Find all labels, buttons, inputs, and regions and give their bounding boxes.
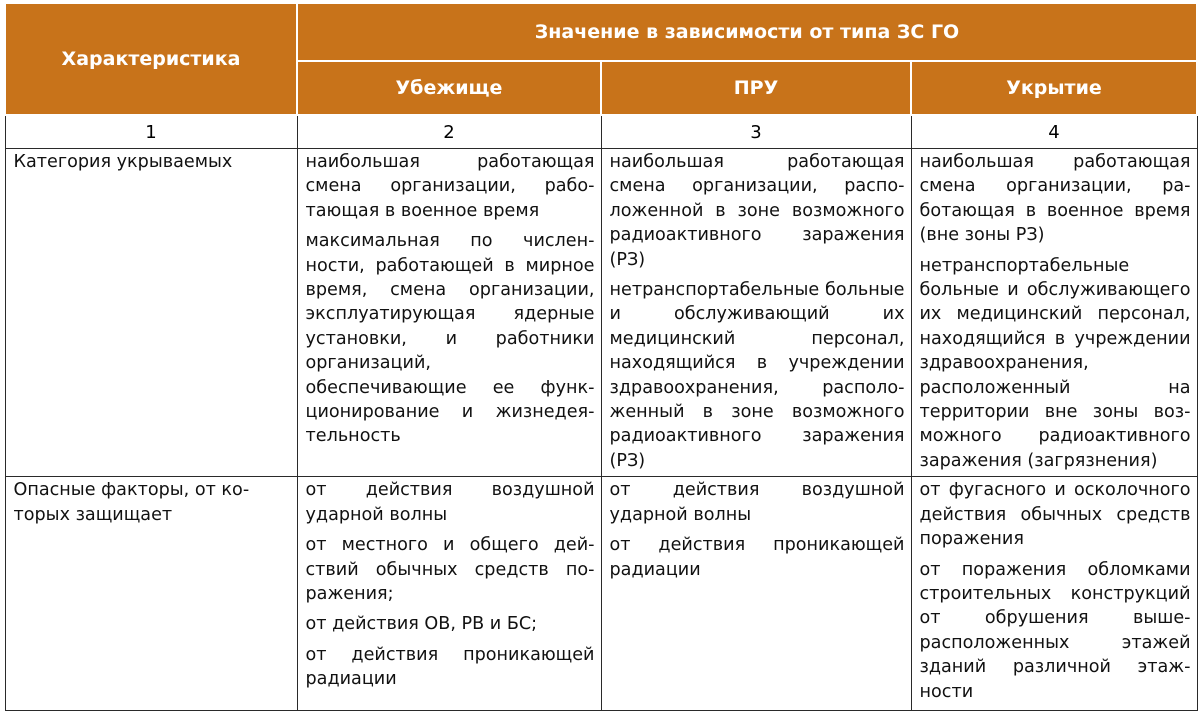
cell-pru	[601, 477, 911, 711]
characteristic-text: Опасные факторы, от которых защищает	[13, 480, 250, 525]
cell-paragraph: наибольшая работающая смена организации, расположенной в зоне возможного радиоактивного заражения (РЗ)	[609, 152, 905, 270]
column-number: 2	[297, 115, 601, 149]
cell-paragraph: нетранспортабельные больные и обслуживающий их медицинский персонал, находящийся в учреждении здравоохранения, расположенный в зоне возможного радиоактивного заражения (РЗ)	[609, 280, 905, 471]
row-characteristic	[5, 149, 297, 477]
characteristic-text: Категория укрываемых	[13, 152, 233, 172]
cell-cover	[911, 149, 1197, 477]
column-number: 4	[911, 115, 1197, 149]
cell-shelter	[297, 477, 601, 711]
column-number: 1	[5, 115, 297, 149]
header-type-pru: ПРУ	[601, 61, 911, 115]
shelter-comparison-table	[4, 2, 1198, 711]
cell-paragraph: наибольшая работающая смена организации, работающая в военное время (вне зоны РЗ)	[919, 152, 1191, 246]
header-type-cover: Укрытие	[911, 61, 1197, 115]
cell-paragraph: от действия проникающей радиации	[609, 535, 905, 580]
table-row	[5, 477, 1197, 711]
cell-paragraph: от действия проникающей радиации	[305, 644, 595, 690]
row-characteristic	[5, 477, 297, 711]
column-number-row	[5, 115, 1197, 149]
cell-paragraph: нетранспортабельные больные и обслуживающего их медицинский персонал, находящийся в учреждении здравоохранения, расположенный на территории вне зоны возможного радиоактивного заражения (загрязнения)	[919, 255, 1191, 471]
cell-paragraph: от фугасного и осколочного действия обычных средств поражения	[919, 480, 1191, 550]
cell-paragraph: максимальная по численности, работающей в мирное время, смена организации, эксплуатирующая ядерные установки, и работники организаций, обеспечивающие ее функционирование и жизнедеятельность	[305, 231, 595, 447]
header-characteristic: Характеристика	[5, 3, 297, 115]
cell-shelter	[297, 149, 601, 477]
cell-paragraph: от действия воздушной ударной волны	[609, 480, 905, 525]
cell-paragraph: наибольшая работающая смена организации, работающая в военное время	[305, 152, 595, 221]
cell-paragraph: от действия воздушной ударной волны	[305, 480, 595, 525]
cell-paragraph: от поражения обломками строительных конструкций от обрушения вышерасположенных этажей зданий различной этажности	[919, 559, 1191, 702]
cell-paragraph: от действия ОВ, РВ и БС;	[305, 614, 538, 635]
column-number: 3	[601, 115, 911, 149]
cell-pru	[601, 149, 911, 477]
header-group-title: Значение в зависимости от типа ЗС ГО	[297, 3, 1197, 61]
cell-paragraph: от местного и общего действий обычных средств поражения;	[305, 535, 595, 604]
cell-cover	[911, 477, 1197, 711]
table-row	[5, 149, 1197, 477]
header-type-shelter: Убежище	[297, 61, 601, 115]
